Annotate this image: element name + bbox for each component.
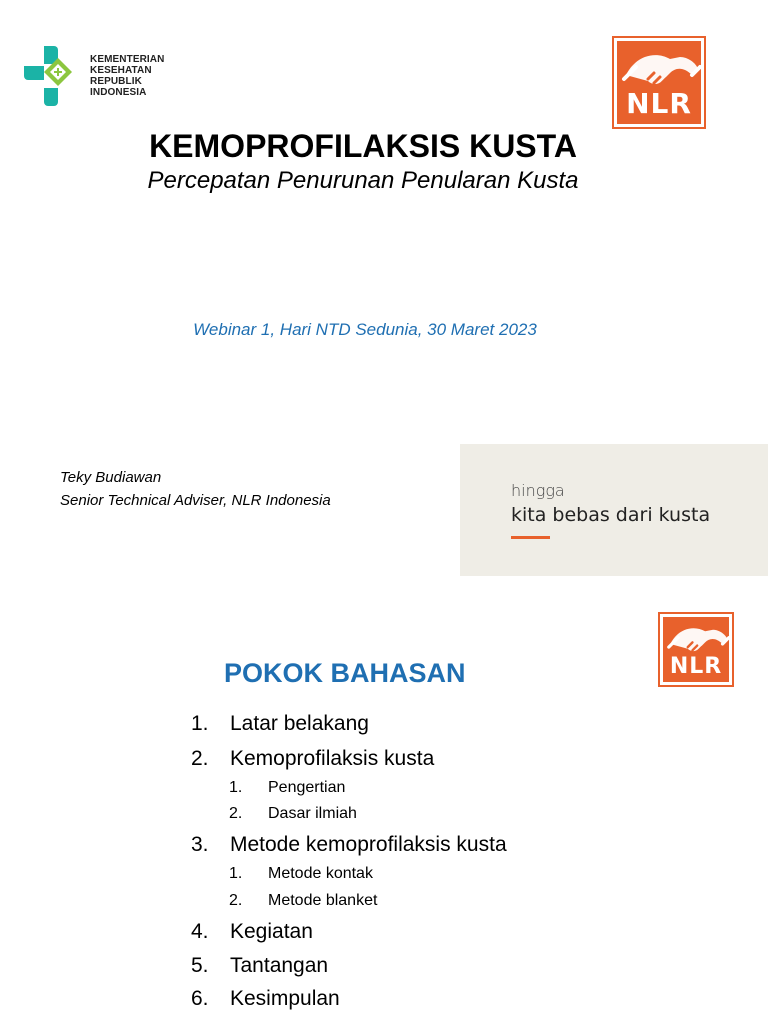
list-label: Kegiatan — [230, 920, 313, 943]
tagline-banner — [460, 444, 768, 576]
list-label: Metode blanket — [268, 892, 378, 909]
kemenkes-line: INDONESIA — [90, 87, 147, 98]
list-label: Metode kontak — [268, 865, 373, 882]
list-number: 1. — [229, 779, 243, 796]
list-number: 3. — [191, 833, 209, 856]
list-label: Kesimpulan — [230, 987, 340, 1010]
nlr-logo-text: NLR — [626, 87, 692, 120]
list-number: 6. — [191, 987, 209, 1010]
kemenkes-text — [90, 54, 164, 98]
kemenkes-line: KESEHATAN — [90, 65, 152, 76]
list-number: 5. — [191, 954, 209, 977]
tagline-underline — [511, 536, 550, 539]
list-number: 2. — [229, 892, 243, 909]
tagline-big: kita bebas dari kusta — [511, 504, 711, 526]
kemenkes-line: REPUBLIK — [90, 76, 142, 87]
kemenkes-emblem-icon — [22, 44, 82, 108]
list-label: Pengertian — [268, 779, 346, 796]
slide-subtitle: Percepatan Penurunan Penularan Kusta — [147, 167, 579, 194]
list-label: Kemoprofilaksis kusta — [230, 747, 435, 770]
author-name: Teky Budiawan — [60, 469, 162, 486]
nlr-logo-text: NLR — [669, 654, 723, 679]
author-block — [60, 466, 331, 512]
list-number: 1. — [229, 865, 243, 882]
list-number: 2. — [229, 805, 243, 822]
list-number: 2. — [191, 747, 209, 770]
list-number: 1. — [191, 712, 209, 735]
tagline-small: hingga — [511, 481, 565, 500]
list-label: Latar belakang — [230, 712, 369, 735]
list-label: Metode kemoprofilaksis kusta — [230, 833, 507, 856]
author-role: Senior Technical Adviser, NLR Indonesia — [60, 492, 331, 509]
webinar-info: Webinar 1, Hari NTD Sedunia, 30 Maret 2023 — [193, 320, 537, 339]
kemenkes-line: KEMENTERIAN — [90, 54, 165, 65]
list-label: Tantangan — [230, 954, 329, 977]
nlr-logo — [658, 612, 734, 687]
nlr-logo — [612, 36, 706, 129]
agenda-title: POKOK BAHASAN — [224, 658, 466, 688]
list-number: 4. — [191, 920, 209, 943]
kemenkes-logo — [22, 44, 164, 108]
slide-title: KEMOPROFILAKSIS KUSTA — [149, 128, 577, 164]
agenda-slide — [0, 592, 768, 1024]
list-label: Dasar ilmiah — [268, 805, 357, 822]
